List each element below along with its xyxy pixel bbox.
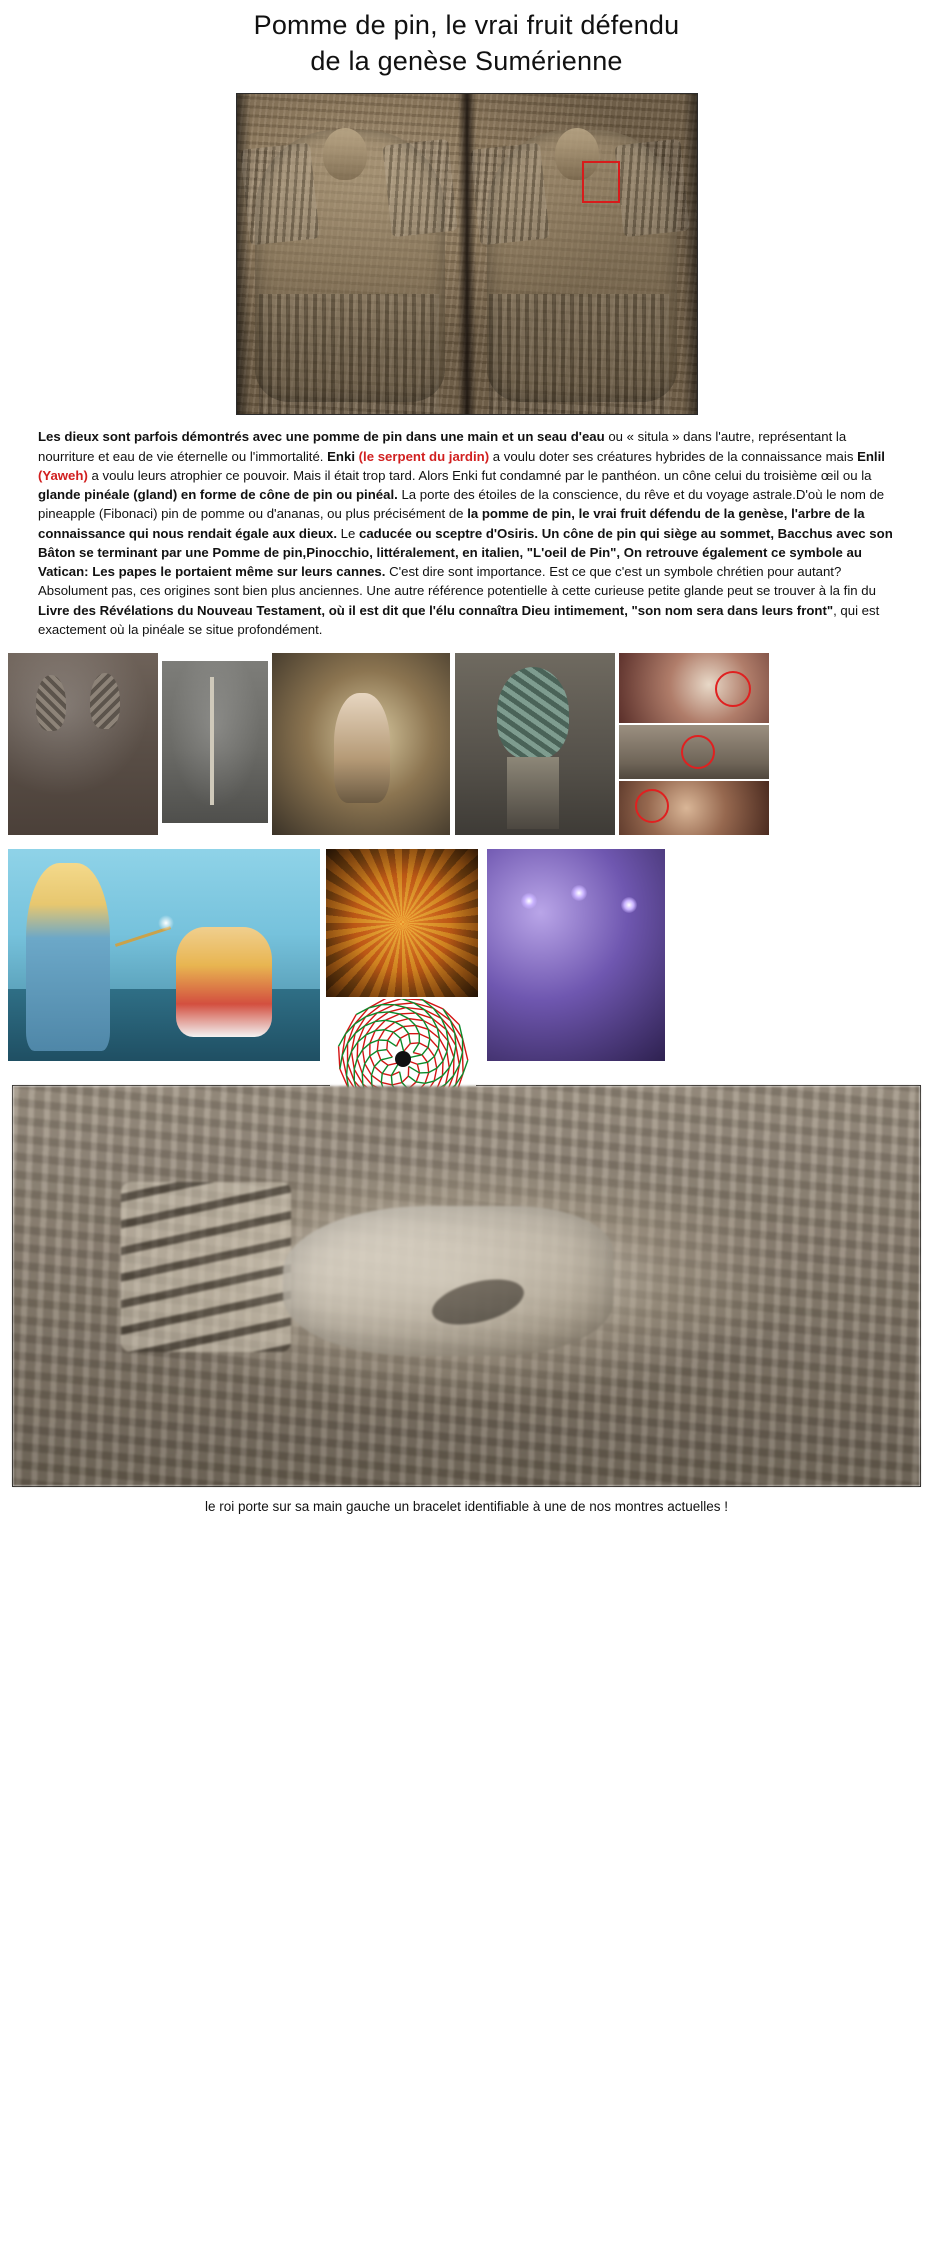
red-highlight-box	[582, 161, 620, 203]
text-segment: La porte des étoiles de la conscience, du rêve et du voyage astrale.D'où le nom de pineapple (Fibonaci) pin de pomme ou d'ananas, ou plus précisément de	[38, 487, 885, 522]
third-eye-icon	[621, 897, 637, 913]
pope-photo-image	[619, 653, 769, 723]
relief-fingers	[121, 1182, 291, 1352]
text-segment: Les dieux sont parfois démontrés avec une pomme de pin dans une main et un seau d'eau	[38, 429, 605, 445]
relief-robe-left	[259, 294, 439, 414]
assyrian-relief-image	[236, 93, 698, 415]
text-segment: Livre des Révélations du Nouveau Testament, où il est dit que l'élu connaîtra Dieu intimement, "son nom sera dans leurs front"	[38, 602, 834, 618]
text-segment: Enki	[327, 448, 355, 464]
text-segment: Enlil	[857, 448, 885, 464]
image-gallery-row-1	[0, 653, 933, 843]
wand-sparkle-icon	[158, 915, 174, 931]
blue-fairy-figure	[26, 863, 110, 1051]
relief-hand	[283, 1206, 613, 1356]
article-paragraph	[38, 429, 893, 637]
text-segment: (le serpent du jardin)	[355, 448, 490, 464]
hero-image-container	[0, 93, 933, 415]
relief-wing-icon	[470, 143, 550, 246]
text-segment: , qui est exactement où la pinéale se situe profondément.	[38, 602, 880, 637]
page-title	[0, 0, 933, 83]
text-segment: la pomme de pin, le vrai fruit défendu de la genèse, l'arbre de la connaissance qui nous rendait égale aux dieux.	[38, 506, 865, 541]
text-segment: Le	[337, 525, 360, 541]
papal-cane-detail-image	[619, 781, 769, 835]
text-segment: C'est dire sont importance. Est ce que c'est un symbole chrétien pour autant? Absolument pas, ces origines sont bien plus anciennes. Une autre référence potentielle à cette curieuse petite glande peut se trouver à la fin du	[38, 564, 876, 599]
bottom-image-frame	[12, 1085, 921, 1487]
greek-statue-with-thyrsus-image	[162, 661, 268, 823]
third-eye-purple-artwork-image	[487, 849, 665, 1061]
papal-staff-detail-image	[619, 725, 769, 779]
circle-marker-icon	[681, 735, 715, 769]
title-line-1: Pomme de pin, le vrai fruit défendu	[253, 10, 680, 40]
relief-robe-right	[489, 294, 669, 414]
text-segment: a voulu leurs atrophier ce pouvoir. Mais il était trop tard. Alors Enki fut condamné par le panthéon. un cône celui du troisième œil ou la	[87, 467, 872, 483]
relief-head-left	[323, 128, 367, 180]
circle-marker-icon	[635, 789, 669, 823]
text-segment: ou « situla » dans l'autre, représentant la nourriture et eau de vie éternelle ou l'immortalité.	[38, 429, 847, 464]
circle-marker-icon	[715, 671, 751, 707]
text-segment: a voulu doter ses créatures hybrides de la connaissance mais	[489, 448, 858, 464]
relief-hand-bracelet-closeup-image	[13, 1086, 920, 1486]
pinocchio-figure	[176, 927, 272, 1037]
vatican-pigna-fountain-image	[455, 653, 615, 835]
image-gallery-row-2	[0, 849, 933, 1071]
bacchus-painting-image	[272, 653, 450, 835]
relief-two-pine-cones-image	[8, 653, 158, 835]
article-body	[38, 427, 895, 639]
third-eye-icon	[571, 885, 587, 901]
pinocchio-blue-fairy-image	[8, 849, 320, 1061]
relief-wing-icon	[240, 143, 320, 246]
text-segment: glande pinéale (gland) en forme de cône de pin ou pinéal.	[38, 487, 398, 503]
text-segment: (Yaweh)	[38, 467, 88, 483]
relief-wing-icon	[382, 139, 457, 237]
pine-cone-macro-image	[326, 849, 478, 997]
text-segment: caducée ou sceptre d'Osiris. Un cône de pin qui siège au sommet, Bacchus avec son Bâton se terminant par une Pomme de pin,Pinocchio, littéralement, en italien, "L'oeil de Pin", On retrouve également ce symbole au Vatican: Les papes le portaient même sur leurs cannes.	[38, 525, 893, 580]
bottom-caption: le roi porte sur sa main gauche un bracelet identifiable à une de nos montres actuelles !	[204, 1499, 729, 1515]
third-eye-icon	[521, 893, 537, 909]
title-line-2: de la genèse Sumérienne	[310, 45, 623, 76]
relief-wing-icon	[614, 139, 689, 237]
